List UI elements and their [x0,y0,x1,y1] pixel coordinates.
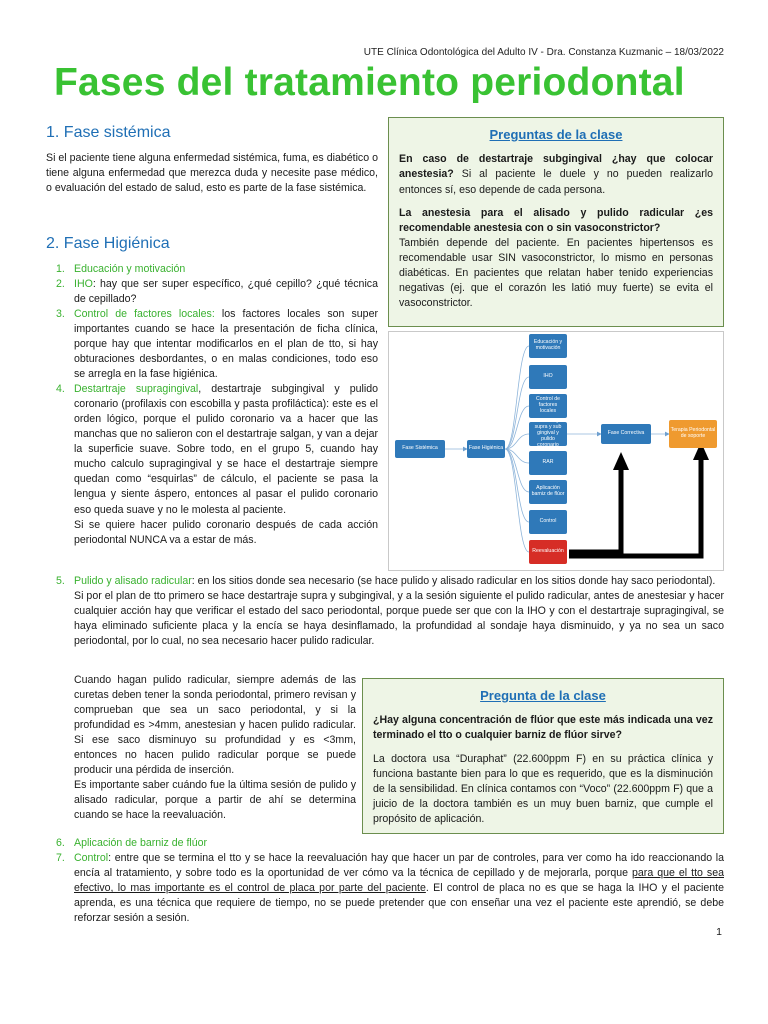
list-item [46,307,378,382]
box-title: Pregunta de la clase [480,688,606,703]
node-barniz: Aplicación barniz de flúor [529,480,567,504]
item-text: : entre que se termina el tto y se hace la reevaluación hay que hacer un par de controles, para ver como ha ido reaccionando la encía al tratamiento, y sobre todo es la oportunidad de ver cómo va la técnica de cepillado y de mejorarla, porque [74,852,724,880]
node-reevaluacion: Reevaluación [529,540,567,564]
node-control: Control [529,510,567,534]
section-2-heading: 2. Fase Higiénica [46,235,170,252]
question: La anestesia para el alisado y pulido radicular ¿es recomendable anestesia con o sin vasoconstrictor? [399,206,713,234]
item-5-continued [74,673,356,823]
page-title: Fases del tratamiento periodontal [54,61,685,104]
item-text: . El control de placa no es que se haga la IHO y el paciente aprenda, es una técnica que requiere de tiempo, no se puede pretender que con enseñar una vez el paciente este aprendió, se debe reforzar sesión a sesión. [74,882,724,925]
node-control-factores: Control de factores locales [529,394,567,418]
item-number: 3. [56,308,65,321]
section-1-text: Si el paciente tiene alguna enfermedad sistémica, fuma, es diabético o tiene alguna enfermedad que merezca duda y necesite pase médico, o evaluación del estado de salud, esto es parte de la fase sistémica. [46,152,378,195]
item-label: Destartraje supragingival [74,383,199,396]
item-label: Pulido y alisado radicular [74,575,192,587]
qa-1 [399,152,713,197]
item-5 [46,574,724,649]
list-item [46,851,724,926]
page-header: UTE Clínica Odontológica del Adulto IV - Dra. Constanza Kuzmanic – 18/03/2022 [363,47,724,58]
item-text: : en los sitios donde sea necesario (se hace pulido y alisado radicular en los sitios donde hay saco periodontal). [191,575,716,587]
class-questions-box [388,117,724,327]
answer: Si al paciente le duele y no pueden realizarlo entonces sí, eso depende de cada persona. [399,168,713,196]
node-terapia-soporte: Terapia Periodontal de soporte [669,420,717,448]
item-text-extra: Si se quiere hacer pulido coronario después de cada acción periodontal NUNCA va a estar de más. [74,518,378,546]
item-label: Control [74,852,109,865]
list-item [46,262,378,277]
item-number: 6. [56,837,65,849]
list-item [46,382,378,547]
item-text-extra: Si por el plan de tto primero se hace destartraje supra y subgingival, y a la sesión siguiente el pulido radicular, antes de anestesiar y hacer cualquier acción hay que verificar el estado del saco periodontal, porque puede ser que con la IHO y con el destartraje supragingival, se haya eliminado suficiente placa y la encía se haya desinflamado, la profundidad al sondaje haya disminuido, y ya no sea un saco periodontal, por lo cual, no sea necesario hacer pulido radicular. [74,590,724,648]
item-label: Control de factores locales: [74,308,215,321]
question: En caso de destartraje subgingival ¿hay que colocar anestesia? [399,153,713,181]
node-fase-correctiva: Fase Correctiva [601,424,651,444]
item-label: Educación y motivación [74,263,186,275]
node-fase-sistemica: Fase Sistémica [395,440,445,458]
item-text-extra: Cuando hagan pulido radicular, siempre además de las curetas deben tener la sonda periodontal, primero revisan y comprueban que sea un saco periodontal, y si la profundidad es >4mm, anestesian y hacen pulido radicular. Si ese saco disminuyo su profundidad y es <3mm, entonces no hacen pulido radicular porque se puede producir una pérdida de inserción. [74,674,356,777]
box-title: Preguntas de la clase [489,127,623,142]
hygienic-list-top [46,262,378,548]
hygienic-list-bottom [46,836,724,926]
phases-diagram [388,331,724,571]
node-educacion: Educación y motivación [529,334,567,358]
item-text-extra: Es importante saber cuándo fue la última sesión de pulido y alisado radicular, porque a partir de ahí se determina cuando se hace la reevaluación. [74,779,356,822]
item-label: Aplicación de barniz de flúor [74,837,208,849]
item-number: 5. [56,575,65,587]
page-number: 1 [716,926,722,939]
node-rar: RAR [529,451,567,475]
question: ¿Hay alguna concentración de flúor que este más indicada una vez terminado el tto o cualquier barniz de flúor sirve? [373,714,713,742]
answer: También depende del paciente. En pacientes hipertensos es recomendable usar SIN vasoconstrictor, lo mismo en personas diabéticas. En pacientes que relatan haber tenido experiencias negativas (ej. que el corazón les latió muy fuerte) se evita el vasoconstrictor. [399,236,713,309]
node-destartraje: Destartraje supra y sub gingival y pulido coronario [529,422,567,446]
item-number: 4. [56,383,65,396]
list-item [46,836,724,851]
item-number: 1. [56,263,65,275]
item-text-underlined: para que el tto sea efectivo, lo mas importante es el control de placa por parte del paciente [74,867,724,895]
node-fase-higienica: Fase Higiénica [467,440,505,458]
answer: La doctora usa “Duraphat” (22.600ppm F) en su práctica clínica y funciona bastante bien para lo que es requerido, que es la disminución de la sensibilidad. En clínica contamos con “Voco” (22.600ppm F) que a juicio de la doctora también es un muy buen barniz, que cumple el propósito de aplicación. [373,752,713,825]
node-iho: IHO [529,365,567,389]
class-question-box [362,678,724,834]
item-number: 7. [56,852,65,865]
item-text: , destartraje subgingival y pulido coronario (profilaxis con escobilla y pasta profiláctica): este es el orden lógico, porque el pulido coronario va a hacer que las manchas que no salieron con el destartraje salgan, y van a dejar la superficie suave. Sobre todo, en el grupo 5, cuando hay mucho calculo supragingival y se hace el destartraje siempre quedan como “esquirlas” de cálculo, el paciente se pasa la lengua y siente áspero, entonces al pasar el pulido coronario eso queda suave y no le molesta al paciente. [74,383,378,516]
item-text: los factores locales son super importantes cuando se hace la presentación de ficha clínica, porque hay que intentar modificarlos en el plan de tto, si hay obturaciones desbordantes, o en malas condiciones, todo eso se arregla en la fase higiénica. [74,308,378,381]
item-number: 2. [56,278,65,291]
list-item [46,277,378,307]
section-1-heading: 1. Fase sistémica [46,124,171,141]
list-item [46,574,724,649]
item-text: : hay que ser super específico, ¿qué cepillo? ¿qué técnica de cepillado? [74,278,378,306]
item-label: IHO [74,278,93,291]
